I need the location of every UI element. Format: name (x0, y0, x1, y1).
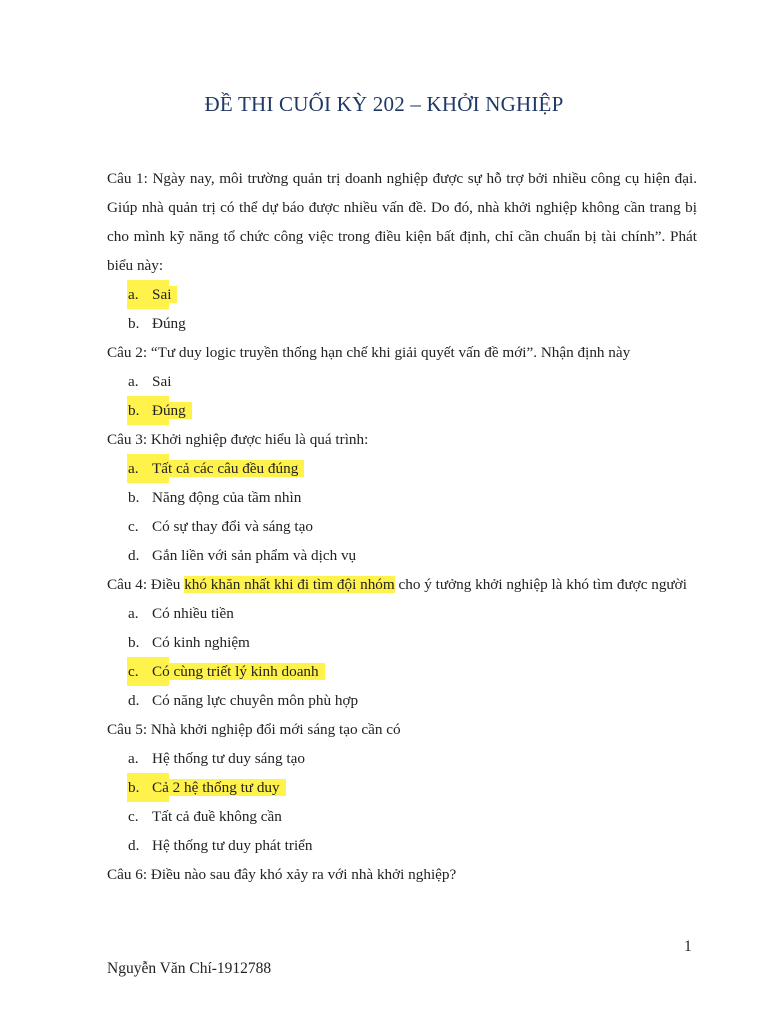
question-4-option-b (107, 628, 697, 657)
option-text: Tất cả đuề không cần (152, 808, 282, 825)
option-letter: d. (128, 837, 140, 854)
option-letter: a. (128, 605, 139, 622)
option-letter: b. (127, 396, 169, 425)
question-4-option-a (107, 599, 697, 628)
option-letter: c. (128, 518, 139, 535)
question-4-highlight: khó khăn nhất khi đi tìm đội nhóm (184, 576, 395, 593)
question-4-option-c (107, 657, 697, 686)
option-text: Gắn liền với sản phẩm và dịch vụ (152, 547, 357, 564)
option-letter: c. (127, 657, 169, 686)
question-5-option-b (107, 773, 697, 802)
question-4-option-d (107, 686, 697, 715)
option-text: Tất cả các câu đều đúng (152, 460, 304, 477)
option-text: Có năng lực chuyên môn phù hợp (152, 692, 359, 709)
question-3-option-b (107, 483, 697, 512)
question-1: Câu 1: Ngày nay, môi trường quản trị doanh nghiệp được sự hỗ trợ bởi nhiều công cụ hiện đại. Giúp nhà quản trị có thể dự báo được nhiều vấn đề. Do đó, nhà khởi nghiệp không cần trang bị cho mình kỹ năng tổ chức công việc trong điều kiện bất định, chỉ cần chuẩn bị tài chính”. Phát biểu này: (107, 170, 697, 274)
option-letter: b. (128, 315, 140, 332)
question-1-option-b (107, 309, 697, 338)
option-letter: b. (128, 634, 140, 651)
question-3: Câu 3: Khởi nghiệp được hiểu là quá trình: (107, 431, 369, 448)
question-5-option-c (107, 802, 697, 831)
question-5-option-a (107, 744, 697, 773)
option-letter: a. (128, 373, 139, 390)
option-letter: d. (128, 692, 140, 709)
question-4-suffix: cho ý tưởng khởi nghiệp là khó tìm được người (394, 576, 687, 593)
question-3-option-d (107, 541, 697, 570)
option-text: Có nhiều tiền (152, 605, 234, 622)
option-text: Hệ thống tư duy phát triển (152, 837, 313, 854)
footer-author: Nguyễn Văn Chí-1912788 (107, 960, 272, 977)
option-text: Cả 2 hệ thống tư duy (152, 779, 286, 796)
question-2-option-b (107, 396, 697, 425)
option-letter: a. (128, 750, 139, 767)
option-text: Có cùng triết lý kinh doanh (152, 663, 325, 680)
option-letter: c. (128, 808, 139, 825)
option-text: Đúng (152, 315, 186, 332)
exam-content (107, 164, 697, 889)
question-2-option-a (107, 367, 697, 396)
option-letter: a. (127, 280, 169, 309)
question-5-option-d (107, 831, 697, 860)
page-number: 1 (684, 938, 692, 955)
question-4 (107, 570, 697, 599)
page-title: ĐỀ THI CUỐI KỲ 202 – KHỞI NGHIỆP (204, 92, 564, 116)
question-6: Câu 6: Điều nào sau đây khó xảy ra với nhà khởi nghiệp? (107, 866, 457, 883)
option-text: Năng động của tầm nhìn (152, 489, 302, 506)
option-letter: b. (128, 489, 140, 506)
option-text: Sai (152, 286, 177, 303)
option-letter: d. (128, 547, 140, 564)
question-3-option-a (107, 454, 697, 483)
option-letter: b. (127, 773, 169, 802)
option-letter: a. (127, 454, 169, 483)
question-3-option-c (107, 512, 697, 541)
question-4-prefix: Câu 4: Điều (107, 576, 185, 593)
option-text: Có sự thay đổi và sáng tạo (152, 518, 313, 535)
option-text: Hệ thống tư duy sáng tạo (152, 750, 305, 767)
question-2: Câu 2: “Tư duy logic truyền thống hạn chế khi giải quyết vấn đề mới”. Nhận định này (107, 344, 631, 361)
question-5: Câu 5: Nhà khởi nghiệp đổi mới sáng tạo cần có (107, 721, 401, 738)
question-1-option-a (107, 280, 697, 309)
option-text: Đúng (152, 402, 192, 419)
option-text: Sai (152, 373, 172, 390)
option-text: Có kinh nghiệm (152, 634, 250, 651)
